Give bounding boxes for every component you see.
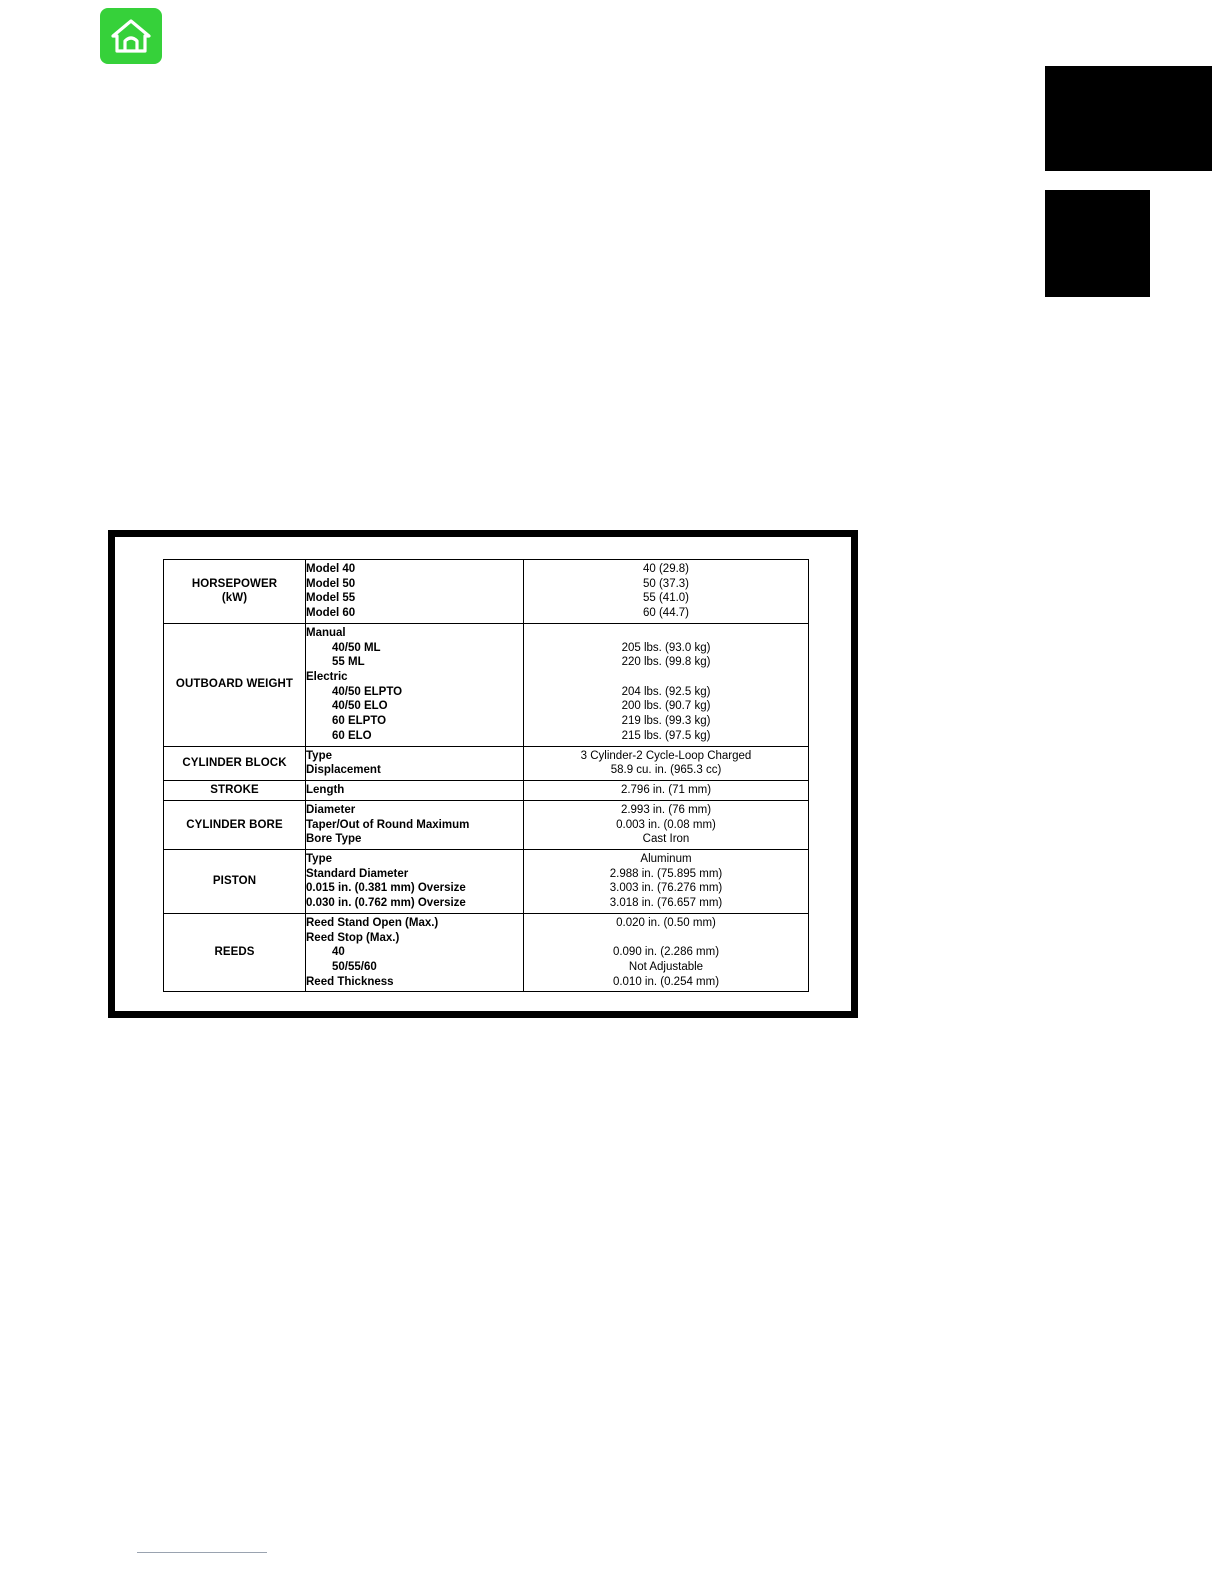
row-values-horsepower: 40 (29.8) 50 (37.3) 55 (41.0) 60 (44.7) [524,560,809,624]
row-values-outboard-weight: 205 lbs. (93.0 kg) 220 lbs. (99.8 kg) 204 lbs. (92.5 kg) 200 lbs. (90.7 kg) 219 lbs. (99.3 kg) 215 lbs. (97.5 kg) [524,623,809,746]
row-label-stroke: STROKE [164,781,306,801]
specification-table-inner [163,559,808,992]
row-items-cylinder-block: Type Displacement [306,746,524,780]
table-row [164,800,809,849]
specification-table-frame [108,530,858,1018]
row-label-cylinder-block: CYLINDER BLOCK [164,746,306,780]
row-values-cylinder-block: 3 Cylinder-2 Cycle-Loop Charged 58.9 cu. in. (965.3 cc) [524,746,809,780]
row-items-horsepower: Model 40 Model 50 Model 55 Model 60 [306,560,524,624]
row-label-outboard-weight: OUTBOARD WEIGHT [164,623,306,746]
table-row [164,781,809,801]
table-row [164,913,809,992]
row-values-reeds: 0.020 in. (0.50 mm) 0.090 in. (2.286 mm) Not Adjustable 0.010 in. (0.254 mm) [524,913,809,992]
row-label-horsepower: HORSEPOWER (kW) [164,560,306,624]
table-row [164,849,809,913]
black-marker-block-upper [1045,66,1212,171]
row-items-stroke: Length [306,781,524,801]
row-items-outboard-weight: Manual 40/50 ML 55 ML Electric 40/50 ELPTO 40/50 ELO 60 ELPTO 60 ELO [306,623,524,746]
row-items-cylinder-bore: Diameter Taper/Out of Round Maximum Bore Type [306,800,524,849]
row-items-reeds: Reed Stand Open (Max.) Reed Stop (Max.) 40 50/55/60 Reed Thickness [306,913,524,992]
table-row [164,746,809,780]
row-values-stroke: 2.796 in. (71 mm) [524,781,809,801]
table-row [164,623,809,746]
row-label-cylinder-bore: CYLINDER BORE [164,800,306,849]
row-items-piston: Type Standard Diameter 0.015 in. (0.381 mm) Oversize 0.030 in. (0.762 mm) Oversize [306,849,524,913]
page-footer-rule [137,1552,267,1553]
specification-table [163,559,809,992]
row-label-reeds: REEDS [164,913,306,992]
home-button[interactable] [100,8,162,64]
row-values-cylinder-bore: 2.993 in. (76 mm) 0.003 in. (0.08 mm) Cast Iron [524,800,809,849]
table-row [164,560,809,624]
row-values-piston: Aluminum 2.988 in. (75.895 mm) 3.003 in. (76.276 mm) 3.018 in. (76.657 mm) [524,849,809,913]
black-marker-block-lower [1045,190,1150,297]
row-label-piston: PISTON [164,849,306,913]
home-icon [110,17,152,55]
